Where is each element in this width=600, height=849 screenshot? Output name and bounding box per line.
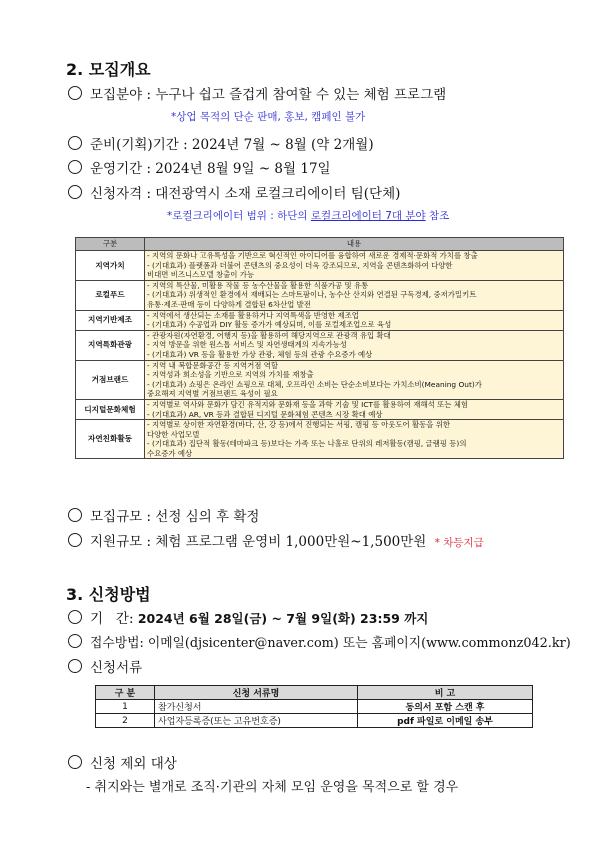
field-label: 모집분야 : (90, 87, 152, 103)
category-line: - 지역성과 희소성을 기반으로 지역의 가치를 재창출 (147, 370, 314, 380)
category-description (145, 280, 564, 310)
category-line: - 관광자원(자연환경, 어행지 등)을 활용하여 해당지역으로 관광객 유입 확대 (147, 330, 391, 340)
scale-line (68, 505, 259, 525)
category-description (145, 310, 564, 330)
category-description (145, 360, 564, 399)
category-line: - (기대효과) 집단적 활동(테마파크 등)보다는 가족 또는 나홀로 단위의 레저활동(캠핑, 글램핑 등)의 (147, 439, 467, 449)
prep-text: 준비(기획)기간 : 2024년 7월 ~ 8월 (약 2개월) (90, 137, 374, 153)
category-line: 비대면 비즈니스모델 창출이 가능 (147, 270, 255, 280)
method-text: 접수방법: 이메일(djsicenter@naver.com) 또는 홈페이지(www.commonz042.kr) (90, 636, 571, 651)
section3-heading: 3. 신청방법 (66, 585, 151, 604)
docs-row-note: pdf 파일로 이메일 송부 (358, 714, 533, 728)
eligibility-line (68, 182, 400, 202)
category-row (76, 420, 564, 459)
circle-bullet-icon (68, 634, 82, 648)
category-line: - 지역별로 역사와 문화가 담긴 유적지와 문화재 등을 과학 기술 및 ICT를 활용하여 재해석 또는 체험 (147, 399, 469, 409)
operation-text: 운영기간 : 2024년 8월 9일 ~ 8월 17일 (90, 161, 331, 177)
category-line: - (기대효과) AR, VR 등과 결합된 디지털 문화체험 콘텐츠 시장 확대 예상 (147, 409, 383, 419)
docs-table-header (96, 686, 533, 700)
circle-bullet-icon (68, 86, 82, 100)
category-name: 거점브랜드 (76, 360, 145, 399)
category-line: - 지역에서 생산되는 소재를 활용하거나 지역특색을 반영한 제조업 (147, 310, 359, 320)
docs-header-note: 비 고 (358, 686, 533, 700)
category-row (76, 251, 564, 281)
category-row (76, 280, 564, 310)
circle-bullet-icon (68, 755, 82, 769)
period-value: 2024년 6월 28일(금) ~ 7월 9일(화) 23:59 까지 (137, 611, 429, 626)
exclusion-title: 신청 제외 대상 (90, 756, 177, 772)
docs-title: 신청서류 (90, 660, 143, 676)
support-label: 지원규모 : (90, 534, 152, 550)
circle-bullet-icon (68, 610, 82, 624)
category-row (76, 399, 564, 419)
exclusion-title-line (68, 752, 177, 772)
exclusion-item: - 취지와는 별개로 조직·기관의 자체 모임 운영을 목적으로 할 경우 (86, 780, 459, 795)
scale-text: 모집규모 : 선정 심의 후 확정 (90, 509, 260, 525)
field-line (68, 83, 446, 103)
category-line: - 지역의 문화나 고유특성을 기반으로 혁신적인 아이디어를 융합하여 새로운 경제적·문화적 가치를 창출 (147, 251, 478, 260)
circle-bullet-icon (68, 508, 82, 522)
category-name: 로컬푸드 (76, 280, 145, 310)
method-line (68, 632, 571, 651)
field-value: 누구나 쉽고 즐겁게 참여할 수 있는 체험 프로그램 (155, 87, 447, 103)
circle-bullet-icon (68, 136, 82, 150)
docs-row-no: 1 (96, 700, 155, 714)
category-header-content: 내용 (145, 238, 564, 251)
docs-row-note: 동의서 포함 스캔 후 (358, 700, 533, 714)
category-table-header (76, 238, 564, 251)
docs-row-no: 2 (96, 714, 155, 728)
category-line: - 지역별로 상이한 자연환경(바다, 산, 강 등)에서 진행되는 서핑, 캠핑 등 아웃도어 활동을 위한 (147, 420, 451, 430)
eligibility-note-em: 로컬크리에이터 7대 분야 (310, 210, 426, 222)
category-description (145, 251, 564, 281)
docs-row (96, 714, 533, 728)
category-line: 중요해져 지역별 거점브랜드 육성이 필요 (147, 389, 278, 399)
category-line: 다양한 사업모델 (147, 429, 200, 439)
circle-bullet-icon (68, 160, 82, 174)
support-line (68, 530, 484, 550)
period-line (68, 607, 428, 627)
category-name: 지역특화관광 (76, 330, 145, 360)
docs-row-name: 사업자등록증(또는 고유번호증) (155, 714, 358, 728)
docs-title-line (68, 656, 142, 676)
category-line: - (기대효과) 수공업과 DIY 활동 증가가 예상되며, 이를 로컬제조업으로 육성 (147, 320, 392, 330)
period-label: 기 간: (90, 611, 134, 627)
category-name: 지역기반제조 (76, 310, 145, 330)
category-line: - 지역의 특산물, 미활용 작물 등 농수산물을 활용한 식품가공 및 유통 (147, 280, 369, 290)
prep-line (68, 133, 374, 153)
circle-bullet-icon (68, 659, 82, 673)
circle-bullet-icon (68, 185, 82, 199)
category-row (76, 310, 564, 330)
eligibility-note-suffix: 참조 (429, 210, 450, 222)
category-line: - (기대효과) 위생적인 환경에서 재배되는 스마트팜이나, 농수산 산지와 연결된 구독경제, 중저가밀키트 (147, 290, 477, 300)
category-line: - 지역 내 복합문화공간 등 지역거점 역할 (147, 360, 278, 370)
category-description (145, 330, 564, 360)
docs-header-name: 신청 서류명 (155, 686, 358, 700)
category-line: - (기대효과) 플랫폼과 더불어 콘텐츠의 중요성이 더욱 강조되므로, 지역을 콘텐츠화하여 다양한 (147, 260, 453, 270)
category-line: - (기대효과) 쇼핑은 온라인 쇼핑으로 대체, 오프라인 소비는 단순소비보다는 가치소비(Meaning Out)가 (147, 379, 482, 389)
support-value: 체험 프로그램 운영비 1,000만원~1,500만원 (155, 534, 427, 550)
category-description (145, 399, 564, 419)
eligibility-note (167, 208, 449, 223)
circle-bullet-icon (68, 533, 82, 547)
docs-row (96, 700, 533, 714)
category-row (76, 330, 564, 360)
section2-heading: 2. 모집개요 (66, 60, 151, 79)
docs-row-name: 참가신청서 (155, 700, 358, 714)
category-line: 유통·제조·판매 등이 다양하게 결합된 6차산업 발전 (147, 299, 311, 309)
category-name: 디지털문화체험 (76, 399, 145, 419)
docs-table (95, 685, 533, 728)
category-description (145, 420, 564, 459)
category-line: - 지역 방문을 위한 원스톱 서비스 및 자연생태계의 지속가능성 (147, 340, 347, 350)
category-row (76, 360, 564, 399)
category-line: 수요증가 예상 (147, 448, 193, 458)
field-note: *상업 목적의 단순 판매, 홍보, 캠페인 불가 (171, 111, 366, 123)
category-name: 자연친화활동 (76, 420, 145, 459)
category-line: - (기대효과) VR 등을 활용한 가상 관광, 체험 등의 관광 수요증가 예상 (147, 349, 373, 359)
support-note: * 차등지급 (434, 537, 484, 549)
eligibility-note-prefix: *로컬크리에이터 범위 : 하단의 (167, 210, 308, 222)
category-header-kind: 구분 (76, 238, 145, 251)
category-table (75, 237, 564, 459)
eligibility-text: 신청자격 : 대전광역시 소재 로컬크리에이터 팀(단체) (90, 186, 401, 202)
operation-line (68, 157, 331, 177)
category-name: 지역가치 (76, 251, 145, 281)
docs-header-no: 구 분 (96, 686, 155, 700)
